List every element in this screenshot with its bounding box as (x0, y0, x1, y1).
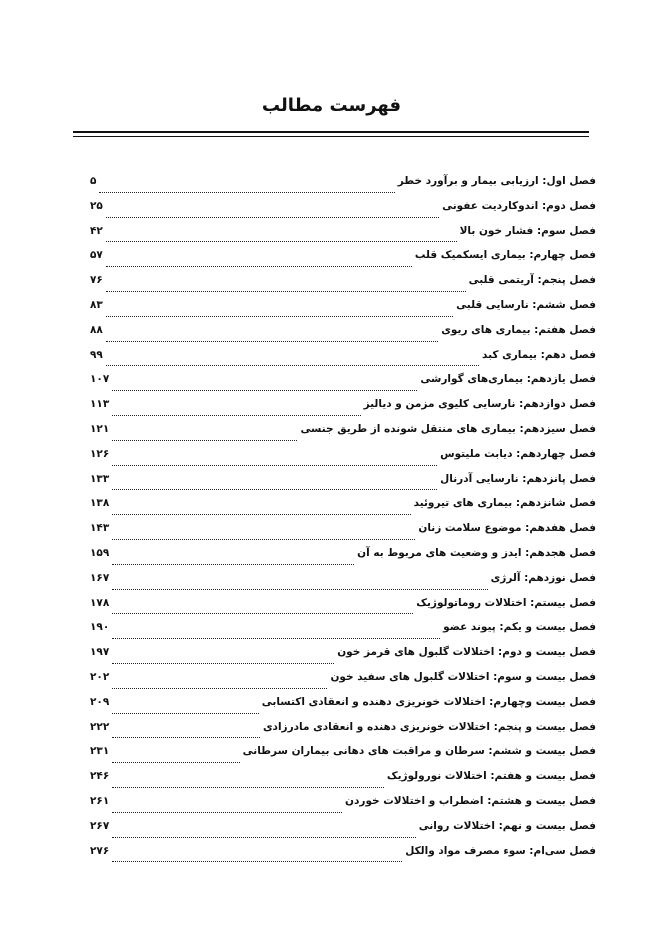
dot-leader (112, 513, 410, 515)
toc-entry-page-number: ۱۲۱ (90, 422, 110, 435)
dot-leader (106, 340, 438, 342)
toc-entry-page-number: ۲۰۹ (90, 695, 110, 708)
dot-leader (112, 860, 402, 862)
dot-leader (112, 836, 416, 838)
toc-entry (90, 199, 596, 224)
toc-entry-page-number: ۸۸ (90, 323, 103, 336)
toc-entry-page-number: ۲۶۷ (90, 819, 110, 832)
toc-entry (90, 372, 596, 397)
toc-entry (90, 769, 596, 794)
toc-entry-page-number: ۱۶۷ (90, 571, 110, 584)
toc-entry (90, 620, 596, 645)
toc-entry (90, 224, 596, 249)
toc-entry-title: فصل یازدهم: بیماری‌های گوارشی (420, 373, 596, 386)
toc-entry-page-number: ۱۵۹ (90, 546, 110, 559)
dot-leader (99, 191, 394, 193)
toc-entry-title: فصل دهم: بیماری کبد (482, 348, 596, 361)
dot-leader (106, 290, 466, 292)
toc-entry-page-number: ۱۳۳ (90, 472, 110, 485)
toc-entry-title: فصل دوم: اندوکاردیت عفونی (442, 199, 596, 212)
toc-entry-title: فصل شانزدهم: بیماری های تیروئید (413, 497, 596, 510)
dot-leader (112, 786, 384, 788)
toc-entry-page-number: ۲۰۲ (90, 670, 110, 683)
dot-leader (112, 712, 259, 714)
toc-entry-page-number: ۱۴۳ (90, 522, 110, 535)
toc-entry-page-number: ۲۷۶ (90, 844, 110, 857)
dot-leader (106, 240, 457, 242)
toc-entry (90, 546, 596, 571)
toc-entry-page-number: ۲۴۶ (90, 770, 110, 783)
dot-leader (112, 637, 440, 639)
toc-entry (90, 422, 596, 447)
toc-entry (90, 496, 596, 521)
toc-entry-title: فصل هفتم: بیماری های ریوی (441, 323, 596, 336)
dot-leader (106, 315, 453, 317)
toc-entry-title: فصل سی‌ام: سوء مصرف مواد والکل (405, 844, 596, 857)
dot-leader (112, 662, 334, 664)
toc-entry-title: فصل اول: ارزیابی بیمار و برآورد خطر (397, 175, 596, 187)
toc-entry (90, 273, 596, 298)
toc-entry (90, 670, 596, 695)
dot-leader (106, 216, 439, 218)
dot-leader (112, 389, 417, 391)
toc-entry (90, 645, 596, 670)
toc-entry (90, 248, 596, 273)
toc-entry (90, 472, 596, 497)
toc-entry-page-number: ۸۳ (90, 298, 103, 311)
toc-entry-page-number: ۷۶ (90, 274, 103, 287)
toc-entry-title: فصل پانزدهم: نارسایی آدرنال (440, 472, 596, 485)
dot-leader (112, 761, 239, 763)
toc-entry (90, 844, 596, 869)
toc-entry-title: فصل بیست و یکم: پیوند عضو (443, 621, 596, 634)
toc-entry-title: فصل دوازدهم: نارسایی کلیوی مزمن و دیالیز (363, 398, 596, 411)
toc-entry-page-number: ۲۲۲ (90, 720, 110, 733)
toc-entry-title: فصل بیست و هشتم: اضطراب و اختلالات خوردن (345, 794, 596, 807)
toc-entry-title: فصل بیست و پنجم: اختلالات خونریزی دهنده و انعقادی مادرزادی (262, 720, 596, 733)
toc-entry-page-number: ۱۷۸ (90, 596, 110, 609)
toc-entry-page-number: ۱۹۷ (90, 646, 110, 659)
toc-entry-page-number: ۱۳۸ (90, 497, 110, 510)
toc-entry-title: فصل هفدهم: موضوع سلامت زنان (418, 522, 596, 535)
dot-leader (112, 563, 354, 565)
toc-entry-page-number: ۵ (90, 175, 97, 187)
toc-entry-title: فصل بیستم: اختلالات روماتولوژیک (416, 596, 596, 609)
toc-entry-page-number: ۹۹ (90, 348, 103, 361)
toc-entry-page-number: ۲۳۱ (90, 745, 110, 758)
table-of-contents (90, 174, 596, 868)
toc-entry-title: فصل بیست و نهم: اختلالات روانی (418, 819, 596, 832)
toc-entry-page-number: ۲۶۱ (90, 794, 110, 807)
toc-entry-title: فصل هجدهم: ایدز و وضعیت های مربوط به آن (357, 546, 596, 559)
title-divider-thin (73, 136, 589, 137)
toc-entry-page-number: ۵۷ (90, 249, 103, 262)
toc-entry-page-number: ۴۲ (90, 224, 103, 237)
toc-entry (90, 695, 596, 720)
toc-entry (90, 323, 596, 348)
page-title: فهرست مطالب (261, 95, 402, 116)
toc-entry (90, 596, 596, 621)
dot-leader (112, 464, 437, 466)
toc-entry (90, 174, 596, 199)
title-divider-thick (73, 131, 589, 133)
dot-leader (112, 811, 342, 813)
toc-entry (90, 720, 596, 745)
toc-entry (90, 794, 596, 819)
toc-entry-page-number: ۱۲۶ (90, 447, 110, 460)
toc-entry (90, 348, 596, 373)
toc-entry-title: فصل بیست و هفتم: اختلالات نورولوژیک (386, 770, 596, 783)
toc-entry-title: فصل نوزدهم: آلرژی (490, 571, 596, 584)
dot-leader (112, 612, 413, 614)
toc-entry-title: فصل سیزدهم: بیماری های منتقل شونده از طریق جنسی (300, 422, 596, 435)
toc-entry-title: فصل بیست و ششم: سرطان و مراقبت های دهانی بیماران سرطانی (242, 745, 596, 758)
toc-entry-title: فصل ششم: نارسایی قلبی (456, 298, 596, 311)
toc-entry-page-number: ۱۱۳ (90, 398, 110, 411)
dot-leader (112, 439, 297, 441)
toc-entry-title: فصل چهاردهم: دیابت ملیتوس (440, 447, 596, 460)
dot-leader (112, 588, 487, 590)
dot-leader (112, 414, 360, 416)
toc-entry (90, 571, 596, 596)
toc-entry (90, 521, 596, 546)
toc-entry-page-number: ۱۹۰ (90, 621, 110, 634)
dot-leader (112, 687, 327, 689)
dot-leader (112, 538, 415, 540)
toc-entry (90, 397, 596, 422)
toc-entry-title: فصل بیست و دوم: اختلالات گلبول های قرمز خون (337, 646, 596, 659)
toc-entry-page-number: ۲۵ (90, 199, 103, 212)
toc-entry (90, 298, 596, 323)
toc-entry (90, 744, 596, 769)
dot-leader (112, 488, 437, 490)
toc-entry-title: فصل چهارم: بیماری ایسکمیک قلب (414, 249, 596, 262)
toc-entry-title: فصل بیست وچهارم: اختلالات خونریزی دهنده و انعقادی اکتسابی (261, 695, 596, 708)
toc-entry (90, 447, 596, 472)
dot-leader (106, 364, 479, 366)
toc-entry (90, 819, 596, 844)
toc-entry-title: فصل پنجم: آریتمی قلبی (468, 274, 596, 287)
dot-leader (112, 736, 260, 738)
toc-entry-title: فصل بیست و سوم: اختلالات گلبول های سفید خون (330, 670, 596, 683)
toc-entry-title: فصل سوم: فشار خون بالا (459, 224, 596, 237)
dot-leader (106, 265, 412, 267)
toc-entry-page-number: ۱۰۷ (90, 373, 110, 386)
